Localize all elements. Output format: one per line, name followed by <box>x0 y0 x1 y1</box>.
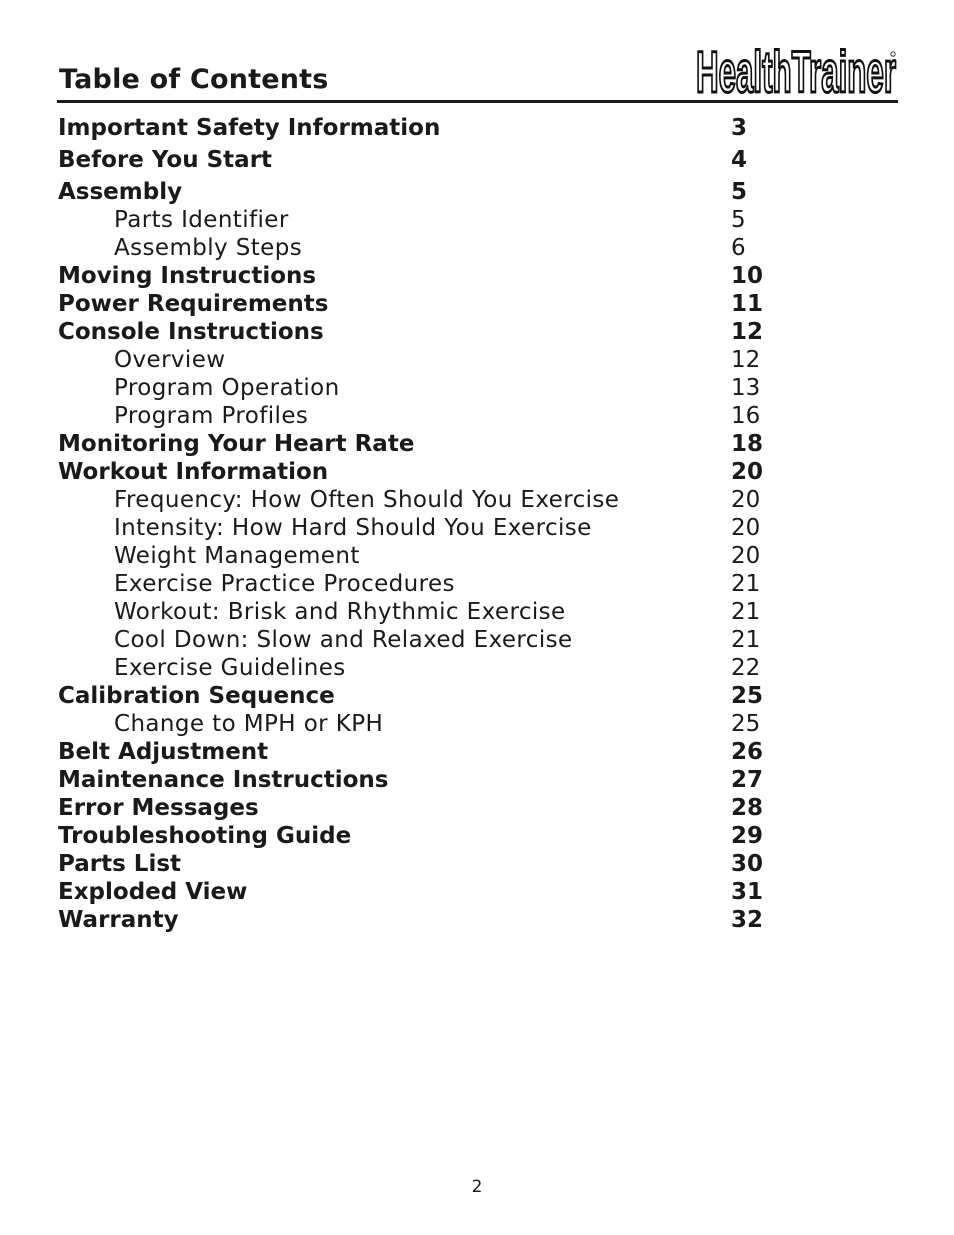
toc-entry-label: Calibration Sequence <box>58 683 335 709</box>
toc-entry-label: Exploded View <box>58 879 248 905</box>
toc-entry-page: 25 <box>731 711 761 737</box>
toc-entry-label: Change to MPH or KPH <box>114 711 384 737</box>
toc-entry-label: Maintenance Instructions <box>58 767 389 793</box>
toc-entry-page: 3 <box>731 115 748 141</box>
toc-entry-label: Moving Instructions <box>58 263 317 289</box>
toc-entry-page: 21 <box>731 599 761 625</box>
toc-entry <box>58 710 818 738</box>
toc-entry <box>58 850 818 878</box>
toc-entry-label: Troubleshooting Guide <box>58 823 352 849</box>
toc-entry-label: Weight Management <box>114 543 360 569</box>
toc-entry-page: 16 <box>731 403 761 429</box>
toc-entry-page: 27 <box>731 767 764 793</box>
toc-entry-page: 18 <box>731 431 764 457</box>
toc-entry <box>58 738 818 766</box>
toc-entry <box>58 430 818 458</box>
toc-entry <box>58 114 818 142</box>
toc-entry-label: Belt Adjustment <box>58 739 269 765</box>
toc-entry-page: 5 <box>731 207 746 233</box>
toc-entry <box>58 906 818 934</box>
toc-entry-page: 20 <box>731 543 761 569</box>
toc-entry-label: Exercise Guidelines <box>114 655 346 681</box>
toc-entry <box>58 822 818 850</box>
toc-entry-label: Program Profiles <box>114 403 309 429</box>
toc-entry <box>58 514 818 542</box>
toc-entry-label: Important Safety Information <box>58 115 441 141</box>
toc-entry-label: Before You Start <box>58 147 273 173</box>
toc-entry-label: Assembly Steps <box>114 235 303 261</box>
toc-entry <box>58 878 818 906</box>
toc-entry-label: Workout Information <box>58 459 329 485</box>
toc-entry-label: Monitoring Your Heart Rate <box>58 431 415 457</box>
toc-entry-page: 13 <box>731 375 761 401</box>
toc-entry-label: Console Instructions <box>58 319 324 345</box>
toc-entry-page: 5 <box>731 179 748 205</box>
toc-entry-page: 6 <box>731 235 746 261</box>
toc-entry-page: 31 <box>731 879 764 905</box>
toc-entry <box>58 206 818 234</box>
toc-entry <box>58 486 818 514</box>
toc-entry-page: 4 <box>731 147 748 173</box>
toc-entry <box>58 766 818 794</box>
toc-entry <box>58 374 818 402</box>
toc-entry-page: 21 <box>731 571 761 597</box>
toc-entry-page: 10 <box>731 263 764 289</box>
toc-entry-label: Parts List <box>58 851 182 877</box>
toc-entry <box>58 794 818 822</box>
svg-text:HealthTrainer: HealthTrainer <box>696 42 896 96</box>
healthtrainer-logo <box>688 42 898 96</box>
toc-entry-page: 26 <box>731 739 764 765</box>
toc-entry <box>58 542 818 570</box>
toc-entry <box>58 682 818 710</box>
toc-entry-page: 29 <box>731 823 764 849</box>
toc-entry <box>58 146 818 174</box>
page-header <box>57 38 898 103</box>
toc-entry <box>58 458 818 486</box>
toc-entry-page: 12 <box>731 347 761 373</box>
toc-entry-label: Warranty <box>58 907 179 933</box>
toc-entry-label: Parts Identifier <box>114 207 289 233</box>
toc-entry-label: Exercise Practice Procedures <box>114 571 455 597</box>
toc-entry-label: Frequency: How Often Should You Exercise <box>114 487 620 513</box>
toc-entry <box>58 570 818 598</box>
toc-entry <box>58 178 818 206</box>
toc-entry-page: 20 <box>731 515 761 541</box>
toc-entry-page: 30 <box>731 851 764 877</box>
toc-entry-label: Intensity: How Hard Should You Exercise <box>114 515 592 541</box>
toc-entry-page: 20 <box>731 487 761 513</box>
page-title: Table of Contents <box>59 64 329 95</box>
toc-entry <box>58 402 818 430</box>
toc-entry-label: Overview <box>114 347 226 373</box>
toc-entry-label: Program Operation <box>114 375 340 401</box>
table-of-contents <box>58 114 818 934</box>
toc-entry-page: 28 <box>731 795 764 821</box>
toc-entry-page: 25 <box>731 683 764 709</box>
toc-entry-label: Power Requirements <box>58 291 329 317</box>
toc-entry <box>58 318 818 346</box>
toc-entry-label: Cool Down: Slow and Relaxed Exercise <box>114 627 573 653</box>
toc-entry-page: 21 <box>731 627 761 653</box>
toc-entry <box>58 290 818 318</box>
toc-entry <box>58 346 818 374</box>
toc-entry-page: 11 <box>731 291 764 317</box>
toc-entry-label: Workout: Brisk and Rhythmic Exercise <box>114 599 566 625</box>
toc-entry <box>58 654 818 682</box>
toc-entry-page: 32 <box>731 907 764 933</box>
toc-entry <box>58 598 818 626</box>
toc-entry-label: Assembly <box>58 179 183 205</box>
toc-entry <box>58 626 818 654</box>
page-number: 2 <box>471 1177 483 1197</box>
toc-entry-label: Error Messages <box>58 795 259 821</box>
toc-entry-page: 12 <box>731 319 764 345</box>
toc-entry <box>58 234 818 262</box>
toc-entry-page: 20 <box>731 459 764 485</box>
toc-entry-page: 22 <box>731 655 761 681</box>
toc-entry <box>58 262 818 290</box>
